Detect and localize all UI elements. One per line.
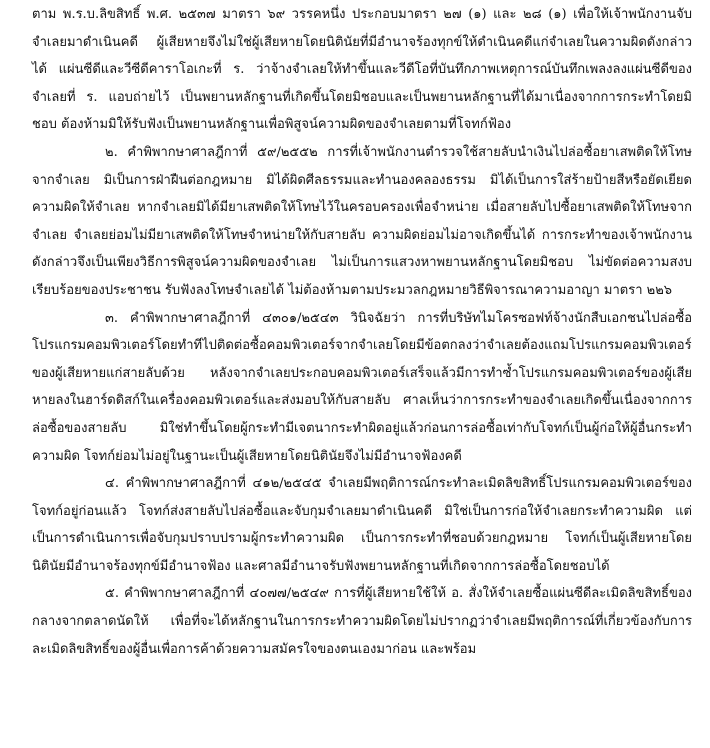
paragraph-item-5: ๕. คำพิพากษาศาลฎีกาที่ ๔๐๗๗/๒๕๔๙ การที่ผู้เสียหายใช้ให้ อ. สั่งให้จำเลยซื้อแผ่นซีดีละเมิดลิขสิทธิ์ของกลางจากตลาดนัดให้ เพื่อที่จะได้หลักฐานในการกระทำความผิดโดยไม่ปรากฏว่าจำเลยมีพฤติการณ์ที่เกี่ยวข้องกับการละเมิดลิขสิทธิ์ของผู้อื่นเพื่อการค้าด้วยความสมัครใจของตนเองมาก่อน และพร้อม (32, 586, 692, 657)
paragraph-continued: ตาม พ.ร.บ.ลิขสิทธิ์ พ.ศ. ๒๕๓๗ มาตรา ๖๙ วรรคหนึ่ง ประกอบมาตรา ๒๗ (๑) และ ๒๘ (๑) เพื่อให้เจ้าพนักงานจับจำเลยมาดำเนินคดี ผู้เสียหายจึงไม่ใช่ผู้เสียหายโดยนิตินัยที่มีอำนาจร้องทุกข์ให้ดำเนินคดีแก่จำเลยในความผิดดังกล่าวได้ แผ่นซีดีและวีซีดีคาราโอเกะที่ ร. ว่าจ้างจำเลยให้ทำขึ้นและวีดีโอที่บันทึกภาพเหตุการณ์บันทึกเพลงลงแผ่นซีดีของจำเลยที่ ร. แอบถ่ายไว้ เป็นพยานหลักฐานที่เกิดขึ้นโดยมิชอบและเป็นพยานหลักฐานที่ได้มาเนื่องจากการกระทำโดยมิชอบ ต้องห้ามมิให้รับฟังเป็นพยานหลักฐานเพื่อพิสูจน์ความผิดของจำเลยตามที่โจทก์ฟ้อง (32, 7, 692, 133)
paragraph-item-4: ๔. คำพิพากษาศาลฎีกาที่ ๔๑๒/๒๕๔๕ จำเลยมีพฤติการณ์กระทำละเมิดลิขสิทธิ์โปรแกรมคอมพิวเตอร์ของโจทก์อยู่ก่อนแล้ว โจทก์ส่งสายลับไปล่อซื้อและจับกุมจำเลยมาดำเนินคดี มิใช่เป็นการก่อให้จำเลยกระทำความผิด แต่เป็นการดำเนินการเพื่อจับกุมปราบปรามผู้กระทำความผิด เป็นการกระทำที่ชอบด้วยกฎหมาย โจทก์เป็นผู้เสียหายโดยนิตินัยมีอำนาจร้องทุกข์มีอำนาจฟ้อง และศาลมีอำนาจรับฟังพยานหลักฐานที่เกิดจากการล่อซื้อโดยชอบได้ (32, 476, 692, 574)
paragraph-item-2: ๒. คำพิพากษาศาลฎีกาที่ ๕๙/๒๕๕๒ การที่เจ้าพนักงานตำรวจใช้สายลับนำเงินไปล่อซื้อยาเสพติดให้โทษจากจำเลย มิเป็นการฝ่าฝืนต่อกฎหมาย มิได้ผิดศีลธรรมและทำนองคลองธรรม มิได้เป็นการใส่ร้ายป้ายสีหรือยัดเยียดความผิดให้จำเลย หากจำเลยมิได้มียาเสพติดให้โทษไว้ในครอบครองเพื่อจำหน่าย เมื่อสายลับไปซื้อยาเสพติดให้โทษจากจำเลย จำเลยย่อมไม่มียาเสพติดให้โทษจำหน่ายให้กับสายลับ ความผิดย่อมไม่อาจเกิดขึ้นได้ การกระทำของเจ้าพนักงานดังกล่าวจึงเป็นเพียงวิธีการพิสูจน์ความผิดของจำเลย ไม่เป็นการแสวงหาพยานหลักฐานโดยมิชอบ ไม่ขัดต่อความสงบเรียบร้อยของประชาชน รับฟังลงโทษจำเลยได้ ไม่ต้องห้ามตามประมวลกฎหมายวิธีพิจารณาความอาญา มาตรา ๒๒๖ (32, 144, 692, 298)
paragraph-item-3: ๓. คำพิพากษาศาลฎีกาที่ ๔๓๐๑/๒๕๔๓ วินิจฉัยว่า การที่บริษัทไมโครซอฟท์จ้างนักสืบเอกชนไปล่อซื้อโปรแกรมคอมพิวเตอร์โดยทำทีไปติดต่อซื้อคอมพิวเตอร์จากจำเลยโดยมีข้อตกลงว่าจำเลยต้องแถมโปรแกรมคอมพิวเตอร์ของผู้เสียหายแก่สายลับด้วย หลังจากจำเลยประกอบคอมพิวเตอร์เสร็จแล้วมีการทำซ้ำโปรแกรมคอมพิวเตอร์ของผู้เสียหายลงในฮาร์ดดิสก์ในเครื่องคอมพิวเตอร์และส่งมอบให้กับสายลับ ศาลเห็นว่าการกระทำของจำเลยเกิดขึ้นเนื่องจากการล่อซื้อของสายลับ มิใช่ทำขึ้นโดยผู้กระทำมีเจตนากระทำผิดอยู่แล้วก่อนการล่อซื้อเท่ากับโจทก์เป็นผู้ก่อให้ผู้อื่นกระทำความผิด โจทก์ย่อมไม่อยู่ในฐานะเป็นผู้เสียหายโดยนิตินัยจึงไม่มีอำนาจฟ้องคดี (32, 310, 692, 464)
